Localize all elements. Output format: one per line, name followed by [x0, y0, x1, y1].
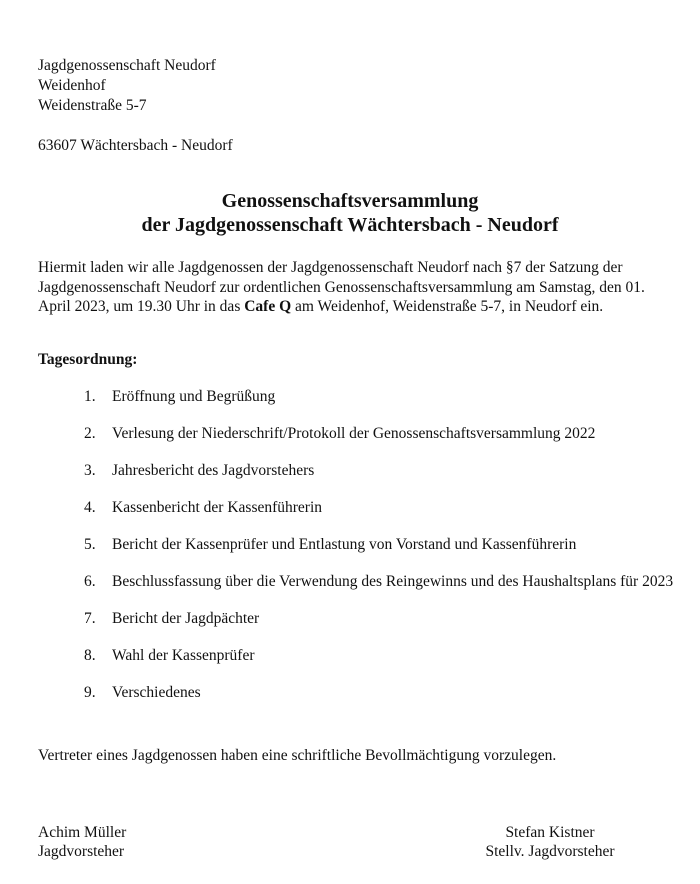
agenda-item-text: Kassenbericht der Kassenführerin	[112, 499, 323, 516]
sender-name: Jagdgenossenschaft Neudorf	[38, 57, 216, 74]
signature-right-name: Stefan Kistner	[505, 824, 595, 841]
agenda-item-number: 5.	[84, 536, 96, 553]
title-line-1: Genossenschaftsversammlung	[221, 190, 479, 212]
agenda-item-number: 8.	[84, 647, 96, 664]
agenda-item-text: Wahl der Kassenprüfer	[112, 647, 255, 664]
intro-text-after: am Weidenhof, Weidenstraße 5-7, in Neudorf ein.	[291, 298, 604, 315]
agenda-item	[84, 535, 674, 554]
proxy-note: Vertreter eines Jagdgenossen haben eine schriftliche Bevollmächtigung vorzulegen.	[38, 747, 557, 764]
agenda-item-text: Beschlussfassung über die Verwendung des Reingewinns und des Haushaltsplans für 2023	[112, 573, 674, 590]
intro-text-before: Hiermit laden wir alle Jagdgenossen der Jagdgenossenschaft Neudorf nach §7 der Satzung der Jagdgenossenschaft Neudorf zur ordentlichen Genossenschaftsversammlung am Samstag, den 01. April 2023, um 19.30 Uhr in das	[38, 259, 645, 315]
signature-right	[480, 823, 620, 861]
agenda-item-text: Verschiedenes	[112, 684, 201, 701]
agenda-item	[84, 424, 674, 443]
agenda-item	[84, 572, 674, 591]
document-title	[0, 189, 700, 237]
agenda-item	[84, 609, 674, 628]
agenda-item-text: Verlesung der Niederschrift/Protokoll der Genossenschaftsversammlung 2022	[112, 425, 596, 442]
agenda-item-number: 9.	[84, 684, 96, 701]
agenda-item	[84, 461, 674, 480]
agenda-item	[84, 683, 674, 702]
agenda-item-text: Bericht der Jagdpächter	[112, 610, 260, 627]
sender-street: Weidenstraße 5-7	[38, 97, 147, 114]
sender-place: Weidenhof	[38, 77, 106, 94]
agenda-item-number: 4.	[84, 499, 96, 516]
agenda-item-number: 6.	[84, 573, 96, 590]
agenda-item-number: 7.	[84, 610, 96, 627]
agenda-item	[84, 387, 674, 406]
title-line-2: der Jagdgenossenschaft Wächtersbach - Neudorf	[141, 214, 559, 236]
signature-left-role: Jagdvorsteher	[38, 843, 125, 860]
sender-city: 63607 Wächtersbach - Neudorf	[38, 137, 233, 154]
venue-name: Cafe Q	[244, 298, 292, 315]
sender-address	[38, 56, 233, 156]
signature-left	[38, 823, 126, 861]
agenda-item	[84, 498, 674, 517]
signature-right-role: Stellv. Jagdvorsteher	[485, 843, 615, 860]
signature-left-name: Achim Müller	[38, 824, 127, 841]
agenda-item-text: Bericht der Kassenprüfer und Entlastung von Vorstand und Kassenführerin	[112, 536, 577, 553]
agenda-item-number: 1.	[84, 388, 96, 405]
agenda-item-number: 2.	[84, 425, 96, 442]
agenda-item-number: 3.	[84, 462, 96, 479]
agenda-item	[84, 646, 674, 665]
agenda-heading: Tagesordnung:	[38, 351, 138, 368]
agenda-item-text: Eröffnung und Begrüßung	[112, 388, 276, 405]
invitation-paragraph	[38, 258, 678, 317]
agenda-item-text: Jahresbericht des Jagdvorstehers	[112, 462, 315, 479]
agenda-list	[84, 387, 674, 720]
